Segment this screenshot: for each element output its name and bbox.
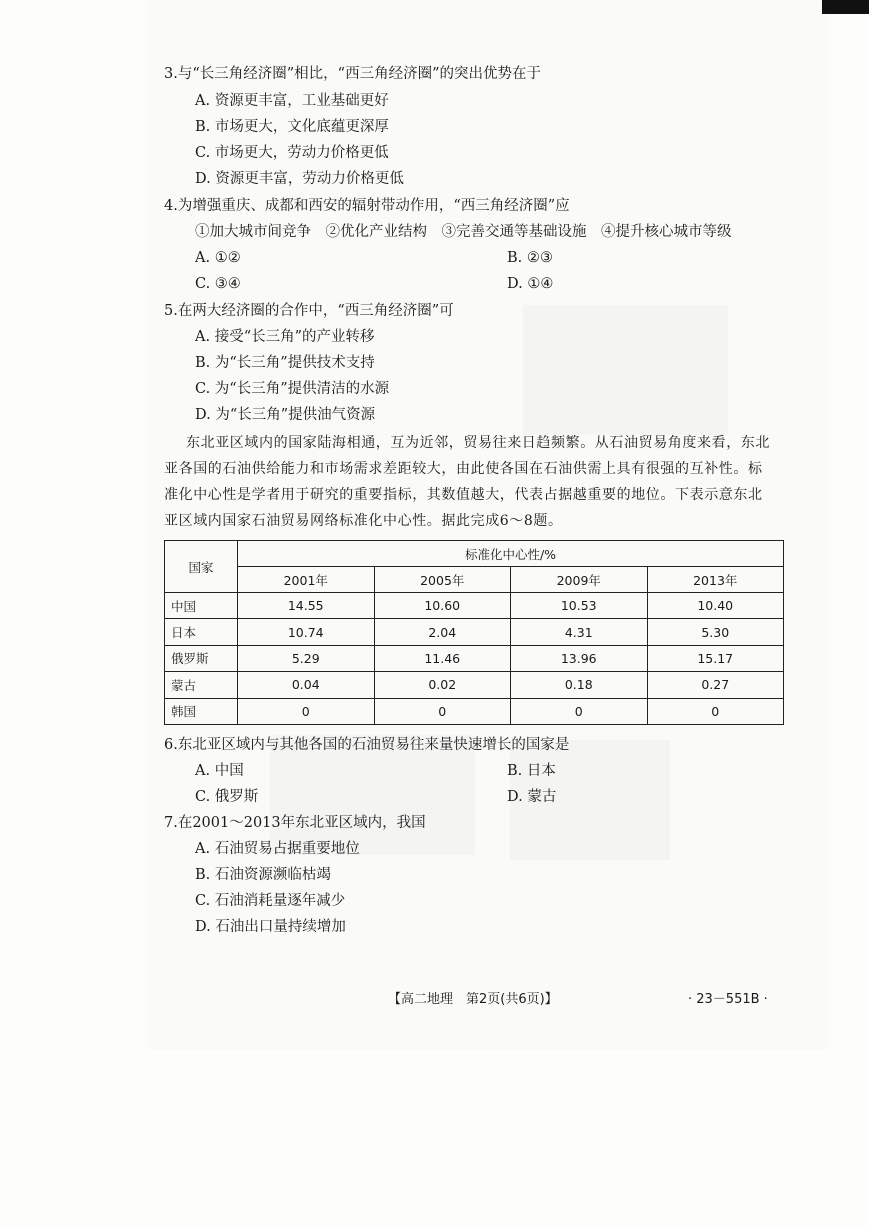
question-4-option-c: C. ③④ [195,276,241,292]
table-country-cell: 韩国 [165,698,238,724]
table-value-cell: 13.96 [511,645,648,671]
question-6-option-c: C. 俄罗斯 [195,789,259,805]
question-4-items: ①加大城市间竞争 ②优化产业结构 ③完善交通等基础设施 ④提升核心城市等级 [195,224,732,240]
table-value-cell: 0 [647,698,784,724]
question-5-option-b: B. 为“长三角”提供技术支持 [195,355,375,371]
table-year-header: 2009年 [511,567,648,593]
question-6-option-b: B. 日本 [507,763,556,779]
table-value-cell: 2.04 [374,619,511,645]
question-7-option-c: C. 石油消耗量逐年减少 [195,893,346,909]
table-value-cell: 14.55 [238,593,375,619]
table-year-header: 2005年 [374,567,511,593]
table-country-cell: 蒙古 [165,672,238,698]
table-row [165,593,784,619]
table-value-cell: 0.27 [647,672,784,698]
table-value-cell: 0.02 [374,672,511,698]
question-5-option-d: D. 为“长三角”提供油气资源 [195,407,376,423]
question-6-option-d: D. 蒙古 [507,789,557,805]
question-7-stem: 7.在2001～2013年东北亚区域内，我国 [164,815,426,831]
question-6-stem: 6.东北亚区域内与其他各国的石油贸易往来量快速增长的国家是 [164,737,570,753]
question-7-option-a: A. 石油贸易占据重要地位 [195,841,360,857]
question-3-option-d: D. 资源更丰富，劳动力价格更低 [195,171,404,187]
question-7-option-d: D. 石油出口量持续增加 [195,919,346,935]
table-value-cell: 5.29 [238,645,375,671]
table-row [165,672,784,698]
table-country-cell: 俄罗斯 [165,645,238,671]
table-country-cell: 日本 [165,619,238,645]
table-row [165,645,784,671]
question-4-option-a: A. ①② [195,250,241,266]
passage-line: 东北亚区域内的国家陆海相通，互为近邻，贸易往来日趋频繁。从石油贸易角度来看，东北 [186,435,770,451]
table-group-header: 标准化中心性/% [238,541,784,567]
table-row [165,698,784,724]
table-value-cell: 0 [238,698,375,724]
table-corner-header: 国家 [165,541,238,593]
question-3-option-a: A. 资源更丰富，工业基础更好 [195,93,389,109]
table-value-cell: 0.04 [238,672,375,698]
passage-line: 准化中心性是学者用于研究的重要指标，其数值越大，代表占据越重要的地位。下表示意东北 [164,487,763,503]
question-4-option-b: B. ②③ [507,250,553,266]
question-3-option-b: B. 市场更大，文化底蕴更深厚 [195,119,389,135]
table-value-cell: 10.40 [647,593,784,619]
table-value-cell: 10.53 [511,593,648,619]
question-6-option-a: A. 中国 [195,763,244,779]
table-value-cell: 15.17 [647,645,784,671]
table-value-cell: 0 [374,698,511,724]
table-value-cell: 10.60 [374,593,511,619]
centrality-table [164,540,784,725]
question-4-stem: 4.为增强重庆、成都和西安的辐射带动作用，“西三角经济圈”应 [164,198,570,214]
bleed-through-figure [523,305,728,435]
page-footer-title: 【高二地理 第2页(共6页)】 [388,992,558,1007]
question-5-option-a: A. 接受“长三角”的产业转移 [195,329,375,345]
passage-line: 亚各国的石油供给能力和市场需求差距较大，由此使各国在石油供需上具有很强的互补性。标 [164,461,763,477]
table-year-header: 2013年 [647,567,784,593]
table-year-header: 2001年 [238,567,375,593]
table-value-cell: 5.30 [647,619,784,645]
table-value-cell: 11.46 [374,645,511,671]
question-3-stem: 3.与“长三角经济圈”相比，“西三角经济圈”的突出优势在于 [164,66,541,82]
page-footer-code: · 23－551B · [688,992,768,1007]
question-4-option-d: D. ①④ [507,276,554,292]
question-7-option-b: B. 石油资源濒临枯竭 [195,867,331,883]
scan-edge-bar [822,0,869,14]
table-value-cell: 0.18 [511,672,648,698]
table-value-cell: 0 [511,698,648,724]
table-value-cell: 10.74 [238,619,375,645]
table-country-cell: 中国 [165,593,238,619]
table-row [165,619,784,645]
question-3-option-c: C. 市场更大，劳动力价格更低 [195,145,389,161]
table-value-cell: 4.31 [511,619,648,645]
question-5-stem: 5.在两大经济圈的合作中，“西三角经济圈”可 [164,303,454,319]
passage-line: 亚区域内国家石油贸易网络标准化中心性。据此完成6～8题。 [164,513,563,529]
question-5-option-c: C. 为“长三角”提供清洁的水源 [195,381,390,397]
